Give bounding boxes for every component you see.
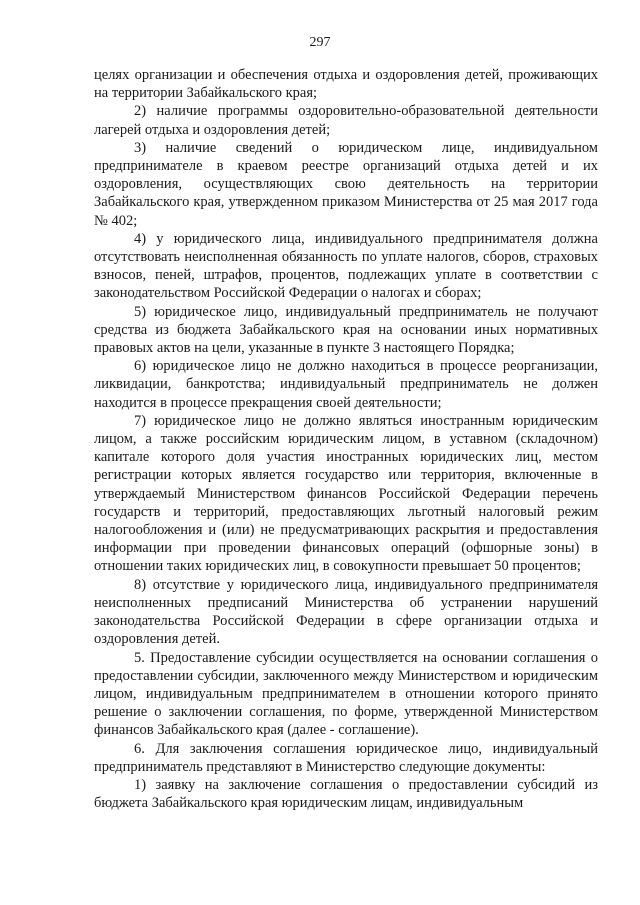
paragraph-section-6: 6. Для заключения соглашения юридическое лицо, индивидуальный предприниматель представляют в Министерство следующие документы: <box>94 740 598 775</box>
paragraph-section-5: 5. Предоставление субсидии осуществляется на основании соглашения о предоставлении субсидии, заключенного между Министерством и юридическим лицом, индивидуальным предпринимателем в отношении которого принято решение о заключении соглашения, по форме, утвержденной Министерством финансов Забайкальского края (далее - соглашение). <box>94 649 598 739</box>
paragraph-item-3: 3) наличие сведений о юридическом лице, индивидуальном предпринимателе в краевом реестре организаций отдыха детей и их оздоровления, осуществляющих свою деятельность на территории Забайкальского края, утвержденном приказом Министерства от 25 мая 2017 года № 402; <box>94 139 598 229</box>
paragraph-item-7: 7) юридическое лицо не должно являться иностранным юридическим лицом, а также российским юридическим лицом, в уставном (складочном) капитале которого доля участия иностранных юридических лиц, местом регистрации которых является государство или территория, включенные в утверждаемый Министерством финансов Российской Федерации перечень государств и территорий, предоставляющих льготный налоговый режим налогообложения и (или) не предусматривающих раскрытия и предоставления информации при проведении финансовых операций (офшорные зоны) в отношении таких юридических лиц, в совокупности превышает 50 процентов; <box>94 412 598 575</box>
paragraph-section-6-item-1: 1) заявку на заключение соглашения о предоставлении субсидий из бюджета Забайкальского края юридическим лицам, индивидуальным <box>94 776 598 812</box>
body-text <box>94 66 598 812</box>
paragraph-item-4: 4) у юридического лица, индивидуального предпринимателя должна отсутствовать неисполненная обязанность по уплате налогов, сборов, страховых взносов, пеней, штрафов, процентов, подлежащих уплате в соответствии с законодательством Российской Федерации о налогах и сборах; <box>94 230 598 302</box>
paragraph-item-2: 2) наличие программы оздоровительно-образовательной деятельности лагерей отдыха и оздоровления детей; <box>94 103 598 138</box>
paragraph-item-5: 5) юридическое лицо, индивидуальный предприниматель не получают средства из бюджета Забайкальского края на основании иных нормативных правовых актов на цели, указанные в пункте 3 настоящего Порядка; <box>94 303 598 357</box>
paragraph-item-8: 8) отсутствие у юридического лица, индивидуального предпринимателя неисполненных предписаний Министерства об устранении нарушений законодательства Российской Федерации в сфере организации отдыха и оздоровления детей. <box>94 576 598 648</box>
paragraph-item-6: 6) юридическое лицо не должно находиться в процессе реорганизации, ликвидации, банкротства; индивидуальный предприниматель не должен находится в процессе прекращения своей деятельности; <box>94 358 598 411</box>
page-number: 297 <box>309 35 331 50</box>
paragraph-continuation: целях организации и обеспечения отдыха и оздоровления детей, проживающих на территории Забайкальского края; <box>94 67 598 102</box>
